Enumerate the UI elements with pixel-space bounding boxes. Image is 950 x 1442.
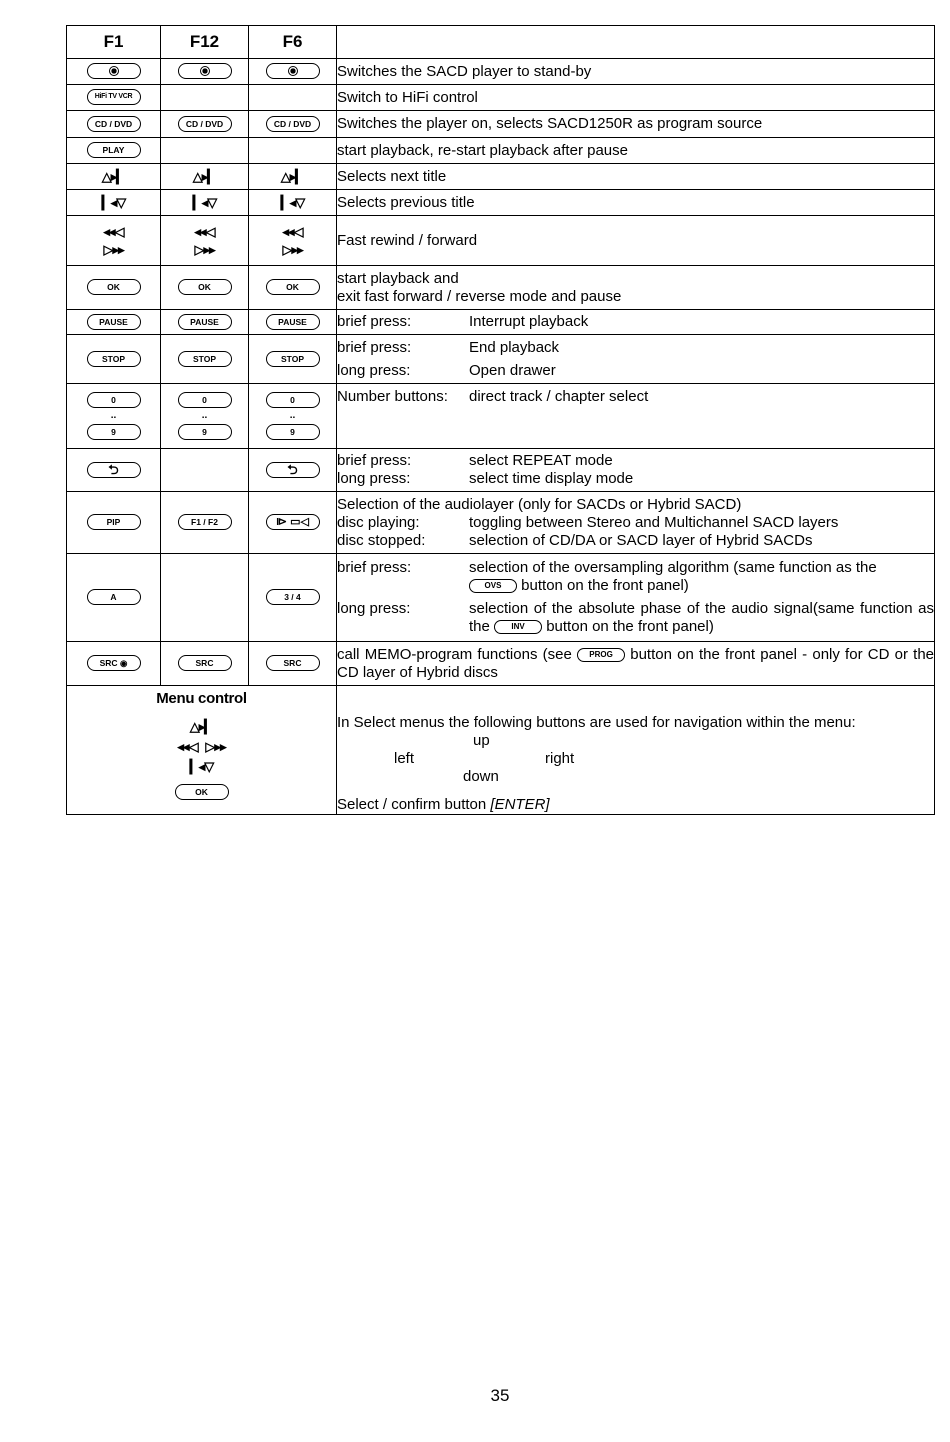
desc-value: selection of the absolute phase of the audio signal(same function as the [469, 600, 934, 635]
desc-label: long press: [337, 361, 411, 379]
desc-label: brief press: [337, 313, 412, 330]
src-eye-button-icon: SRC ◉ [87, 655, 141, 671]
pause-button-icon: PAUSE [87, 314, 141, 330]
number-0-button-icon: 0 [87, 392, 141, 408]
desc-label: long press: [337, 600, 411, 617]
number-9-button-icon: 9 [87, 424, 141, 440]
row-description: start playback, re-start playback after pause [337, 138, 935, 164]
cd-dvd-button-icon: CD / DVD [178, 116, 232, 132]
previous-title-icon: ▎◂▽ [101, 194, 126, 210]
desc-label: disc playing: [337, 513, 420, 531]
desc-label: Number buttons: [337, 388, 448, 405]
pause-button-icon: PAUSE [178, 314, 232, 330]
row-description [337, 266, 935, 310]
table-row [67, 190, 935, 216]
table-row [67, 138, 935, 164]
table-row [67, 266, 935, 310]
row-description: Selects next title [337, 164, 935, 190]
row-description [337, 554, 935, 642]
table-header-row [67, 26, 935, 59]
ok-button-icon: OK [87, 279, 141, 295]
desc-label: brief press: [337, 452, 412, 469]
hifi-button-icon: HiFi TV VCR [87, 89, 141, 105]
range-dots: .. [110, 410, 117, 421]
desc-value: direct track / chapter select [469, 388, 649, 405]
nav-down-label: down [463, 768, 499, 785]
return-arrow-icon: ⮌ [87, 462, 141, 478]
header-f1: F1 [67, 26, 161, 59]
standby-button-icon [266, 63, 320, 79]
row-description: Selects previous title [337, 190, 935, 216]
src-button-icon: SRC [178, 655, 232, 671]
range-dots: .. [201, 410, 208, 421]
table-row [67, 554, 935, 642]
menu-description [337, 686, 935, 815]
desc-value: toggling between Stereo and Multichannel SACD layers [469, 513, 839, 531]
nav-left-label: left [394, 750, 415, 767]
rewind-forward-icon: ◂◂◁ ▷▸▸ [282, 223, 303, 257]
src-label: SRC [99, 658, 118, 669]
enter-label: [ENTER] [490, 796, 550, 813]
desc-value: button on the front panel) [521, 577, 689, 594]
next-title-icon: △▸▎ [280, 168, 305, 184]
desc-label: disc stopped: [337, 531, 426, 549]
table-row [67, 642, 935, 686]
nav-cross-icon: △▸▎ ◂◂◁ ▷▸▸ ▎◂▽ [177, 719, 226, 774]
row-description: Switches the SACD player to stand-by [337, 59, 935, 85]
desc-value: select time display mode [469, 470, 634, 487]
table-row [67, 59, 935, 85]
desc-line: Selection of the audiolayer (only for SACDs or Hybrid SACD) [337, 495, 742, 513]
range-dots: .. [289, 410, 296, 421]
row-description [337, 642, 935, 686]
stop-button-icon: STOP [87, 351, 141, 367]
ok-button-icon: OK [266, 279, 320, 295]
play-button-icon: PLAY [87, 142, 141, 158]
desc-value: button on the front panel - only for CD or the CD layer of Hybrid discs [337, 645, 934, 681]
table-row [67, 449, 935, 492]
header-f12: F12 [161, 26, 249, 59]
desc-label: long press: [337, 470, 411, 487]
table-row [67, 310, 935, 335]
table-row [67, 164, 935, 190]
rewind-forward-icon: ◂◂◁ ▷▸▸ [103, 223, 124, 257]
table-row [67, 85, 935, 111]
row-description [337, 310, 935, 335]
nav-up-label: up [473, 732, 490, 749]
return-arrow-icon: ⮌ [266, 462, 320, 478]
row-description: Fast rewind / forward [337, 216, 935, 266]
ovs-button-icon: OVS [469, 579, 517, 593]
desc-value: Open drawer [469, 361, 556, 379]
cd-dvd-button-icon: CD / DVD [266, 116, 320, 132]
menu-control-row [67, 686, 935, 815]
desc-line: In Select menus the following buttons are used for navigation within the menu: [337, 714, 856, 731]
a-button-icon: A [87, 589, 141, 605]
3-4-button-icon: 3 / 4 [266, 589, 320, 605]
number-0-button-icon: 0 [266, 392, 320, 408]
desc-label: brief press: [337, 338, 412, 356]
desc-value: End playback [469, 338, 560, 356]
row-description [337, 384, 935, 449]
desc-line: start playback and [337, 269, 459, 287]
header-f6: F6 [249, 26, 337, 59]
previous-title-icon: ▎◂▽ [280, 194, 305, 210]
page-number: 35 [490, 1386, 510, 1405]
desc-value: selection of CD/DA or SACD layer of Hybrid SACDs [469, 531, 813, 549]
row-description [337, 492, 935, 554]
stop-button-icon: STOP [178, 351, 232, 367]
prog-button-icon: PROG [577, 648, 625, 662]
ok-button-icon: OK [178, 279, 232, 295]
desc-line: exit fast forward / reverse mode and pause [337, 287, 622, 305]
row-description: Switches the player on, selects SACD1250R as program source [337, 111, 935, 138]
audio-layer-icon: ⧐ ▭◁ [266, 514, 320, 530]
table-row [67, 335, 935, 384]
nav-right-label: right [545, 750, 575, 767]
src-button-icon: SRC [266, 655, 320, 671]
menu-title: Menu control [156, 690, 247, 707]
desc-label: brief press: [337, 559, 412, 576]
number-9-button-icon: 9 [266, 424, 320, 440]
cd-dvd-button-icon: CD / DVD [87, 116, 141, 132]
inv-button-icon: INV [494, 620, 542, 634]
f1-f2-button-icon: F1 / F2 [178, 514, 232, 530]
rewind-forward-icon: ◂◂◁ ▷▸▸ [194, 223, 215, 257]
menu-control-icons [67, 686, 337, 815]
desc-value: call MEMO-program functions (see [337, 645, 572, 663]
table-row [67, 216, 935, 266]
row-description [337, 335, 935, 384]
standby-button-icon [87, 63, 141, 79]
remote-control-table [66, 25, 935, 815]
previous-title-icon: ▎◂▽ [192, 194, 217, 210]
desc-value: selection of the oversampling algorithm (same function as the [469, 559, 877, 576]
stop-button-icon: STOP [266, 351, 320, 367]
next-title-icon: △▸▎ [192, 168, 217, 184]
row-description: Switch to HiFi control [337, 85, 935, 111]
next-title-icon: △▸▎ [101, 168, 126, 184]
pip-button-icon: PIP [87, 514, 141, 530]
header-description [337, 26, 935, 59]
pause-button-icon: PAUSE [266, 314, 320, 330]
table-row [67, 384, 935, 449]
desc-value: Interrupt playback [469, 313, 589, 330]
table-row [67, 111, 935, 138]
desc-value: select REPEAT mode [469, 452, 613, 469]
number-9-button-icon: 9 [178, 424, 232, 440]
desc-value: button on the front panel) [546, 618, 714, 635]
ok-button-icon: OK [175, 784, 229, 800]
confirm-label: Select / confirm button [337, 796, 487, 813]
number-0-button-icon: 0 [178, 392, 232, 408]
row-description [337, 449, 935, 492]
table-row [67, 492, 935, 554]
standby-button-icon [178, 63, 232, 79]
